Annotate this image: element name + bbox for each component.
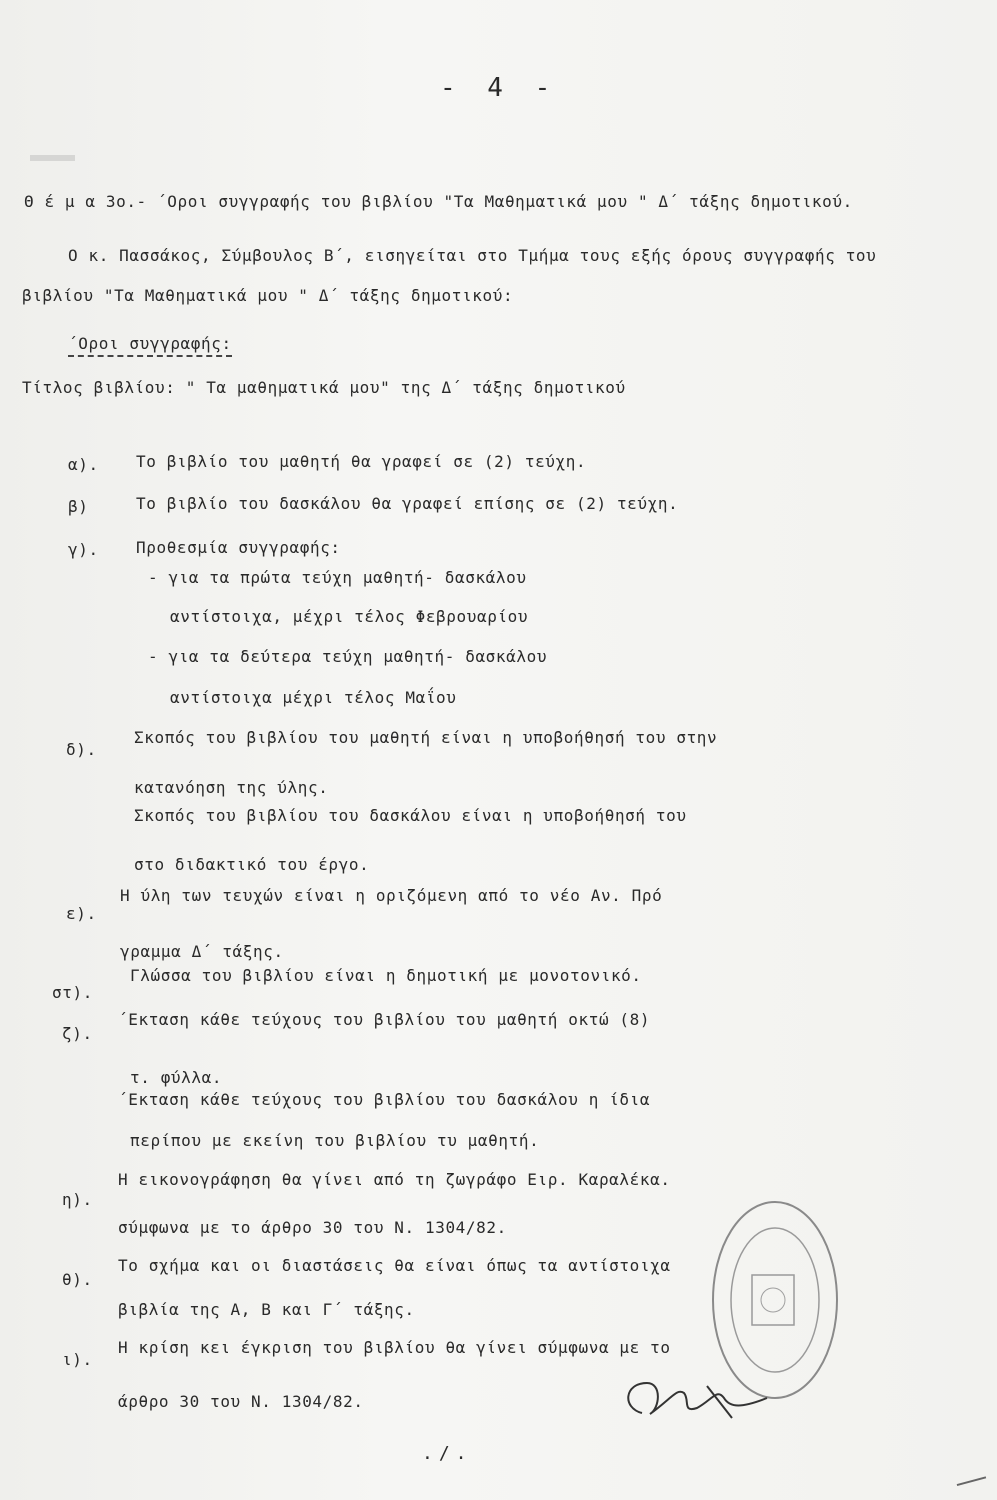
item-c-label: γ). bbox=[68, 540, 99, 559]
item-b-label: β) bbox=[68, 497, 89, 516]
item-a-label: α). bbox=[68, 455, 99, 474]
item-e-line-1: Η ύλη των τευχών είναι η οριζόμενη από το νέο Αν. Πρό bbox=[120, 886, 663, 905]
item-c-text: Προθεσμία συγγραφής: bbox=[136, 538, 341, 557]
item-h-line-1: Η εικονογράφηση θα γίνει από τη ζωγράφο Ειρ. Καραλέκα. bbox=[118, 1170, 671, 1189]
smudge-mark bbox=[30, 155, 75, 161]
item-c-sub1a: - για τα πρώτα τεύχη μαθητή- δασκάλου bbox=[148, 568, 527, 587]
book-title-line: Τίτλος βιβλίου: " Τα μαθηματικά μου" της Δ΄ τάξης δημοτικού bbox=[22, 378, 626, 397]
item-z-line-3: ΄Εκταση κάθε τεύχους του βιβλίου του δασκάλου η ίδια bbox=[118, 1090, 651, 1109]
item-d-line-4: στο διδακτικό του έργο. bbox=[134, 855, 370, 874]
item-d-line-2: κατανόηση της ύλης. bbox=[134, 778, 329, 797]
continuation-mark: ./. bbox=[422, 1443, 473, 1464]
terms-heading: ΄Οροι συγγραφής: bbox=[68, 334, 232, 357]
item-z-line-4: περίπου με εκείνη του βιβλίου τυ μαθητή. bbox=[130, 1131, 540, 1150]
item-e-label: ε). bbox=[66, 904, 97, 923]
handwritten-signature-icon bbox=[612, 1368, 782, 1428]
item-th-line-1: Το σχήμα και οι διαστάσεις θα είναι όπως τα αντίστοιχα bbox=[118, 1256, 671, 1275]
corner-mark bbox=[957, 1476, 990, 1497]
item-h-label: η). bbox=[62, 1190, 93, 1209]
item-a-text: Το βιβλίο του μαθητή θα γραφεί σε (2) τεύχη. bbox=[136, 452, 587, 471]
item-th-label: θ). bbox=[62, 1270, 93, 1289]
item-st-label: στ). bbox=[52, 983, 93, 1002]
theme-line: Θ έ μ α 3ο.- ΄Οροι συγγραφής του βιβλίου "Τα Μαθηματικά μου " Δ΄ τάξης δημοτικού. bbox=[24, 192, 853, 211]
item-b-text: Το βιβλίο του δασκάλου θα γραφεί επίσης σε (2) τεύχη. bbox=[136, 494, 679, 513]
item-i-line-1: Η κρίση κει έγκριση του βιβλίου θα γίνει σύμφωνα με το bbox=[118, 1338, 671, 1357]
item-i-label: ι). bbox=[62, 1350, 93, 1369]
item-e-line-2: γραμμα Δ΄ τάξης. bbox=[120, 942, 284, 961]
item-z-line-1: ΄Εκταση κάθε τεύχους του βιβλίου του μαθητή οκτώ (8) bbox=[118, 1010, 651, 1029]
item-st-text: Γλώσσα του βιβλίου είναι η δημοτική με μονοτονικό. bbox=[130, 966, 642, 985]
item-th-line-2: βιβλία της Α, Β και Γ΄ τάξης. bbox=[118, 1300, 415, 1319]
item-c-sub1b: αντίστοιχα, μέχρι τέλος Φεβρουαρίου bbox=[170, 607, 529, 626]
item-h-line-2: σύμφωνα με το άρθρο 30 του Ν. 1304/82. bbox=[118, 1218, 507, 1237]
item-d-line-1: Σκοπός του βιβλίου του μαθητή είναι η υποβοήθησή του στην bbox=[134, 728, 718, 747]
page-number: - 4 - bbox=[440, 73, 559, 103]
item-z-label: ζ). bbox=[62, 1024, 93, 1043]
item-d-line-3: Σκοπός του βιβλίου του δασκάλου είναι η υποβοήθησή του bbox=[134, 806, 687, 825]
item-z-line-2: τ. φύλλα. bbox=[130, 1068, 223, 1087]
item-c-sub2a: - για τα δεύτερα τεύχη μαθητή- δασκάλου bbox=[148, 647, 548, 666]
intro-line-1: Ο κ. Πασσάκος, Σύμβουλος Β΄, εισηγείται στο Τμήμα τους εξής όρους συγγραφής του bbox=[68, 246, 877, 265]
item-c-sub2b: αντίστοιχα μέχρι τέλος Μαΐου bbox=[170, 688, 457, 707]
intro-line-2: βιβλίου "Τα Μαθηματικά μου " Δ΄ τάξης δημοτικού: bbox=[22, 286, 514, 305]
item-i-line-2: άρθρο 30 του Ν. 1304/82. bbox=[118, 1392, 364, 1411]
item-d-label: δ). bbox=[66, 740, 97, 759]
